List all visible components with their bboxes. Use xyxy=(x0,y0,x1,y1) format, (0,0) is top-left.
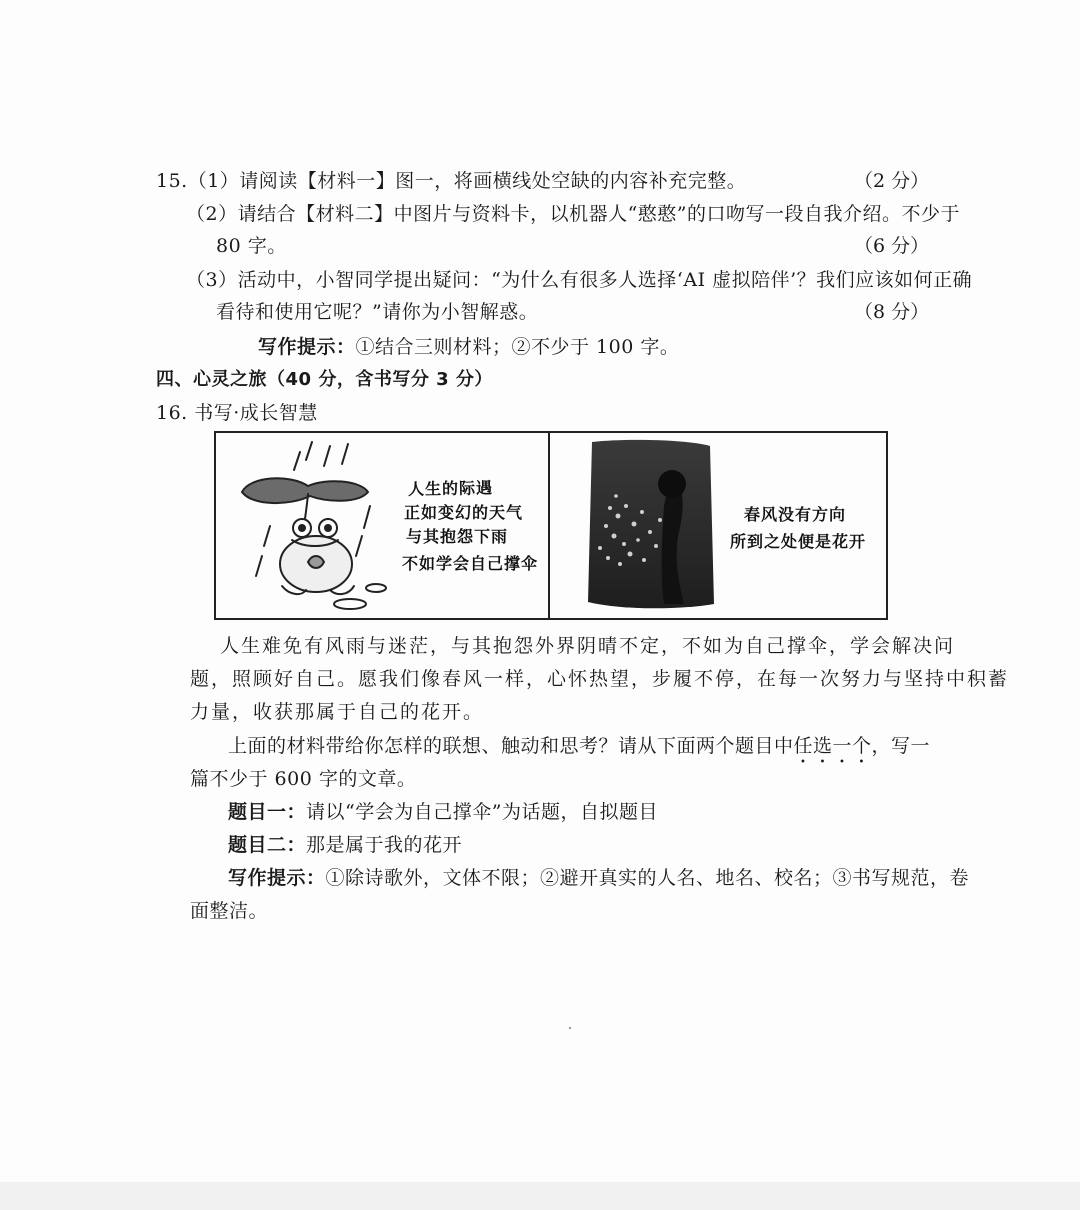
prompt-line2: 篇不少于 600 字的文章。 xyxy=(190,768,417,790)
rain-drop xyxy=(306,442,312,460)
topic-two-label: 题目二： xyxy=(228,834,307,856)
scan-bottom-edge xyxy=(0,1182,1080,1210)
topic-two xyxy=(228,832,462,858)
material-para-line2: 题，照顾好自己。愿我们像春风一样，心怀热望，步履不停，在每一次努力与坚持中积蓄 xyxy=(190,668,1010,690)
frog-umbrella-illustration xyxy=(230,436,400,616)
q15-writing-hint xyxy=(258,334,679,360)
q15-hint-text: ①结合三则材料；②不少于 100 字。 xyxy=(355,336,680,358)
q16-hint-text: ①除诗歌外，文体不限；②避开真实的人名、地名、校名；③书写规范，卷 xyxy=(325,867,970,889)
q15-part3-cont: 看待和使用它呢？”请你为小智解惑。 xyxy=(216,301,539,323)
q15-score2: （6 分） xyxy=(854,235,930,257)
material-para-line3: 力量，收获那属于自己的花开。 xyxy=(190,701,485,723)
q15-part2-cont: 80 字。 xyxy=(216,235,287,257)
left-panel-line3: 与其抱怨下雨 xyxy=(406,527,509,546)
prompt-text-a: 上面的材料带给你怎样的联想、触动和思考？请从下面两个题目中 xyxy=(228,735,794,757)
q16-writing-hint xyxy=(228,865,969,891)
illustration-divider xyxy=(548,431,550,620)
topic-one xyxy=(228,799,658,825)
q16-hint-label: 写作提示： xyxy=(228,867,326,889)
right-panel-line1: 春风没有方向 xyxy=(744,505,847,524)
topic-one-label: 题目一： xyxy=(228,801,307,823)
q15-part3: （3）活动中，小智同学提出疑问：“为什么有很多人选择‘AI 虚拟陪伴’？我们应该如何正确 xyxy=(186,269,973,291)
right-panel-line2: 所到之处便是花开 xyxy=(730,532,867,551)
q16-title: 16. 书写·成长智慧 xyxy=(156,402,318,424)
q15-score3: （8 分） xyxy=(854,301,930,323)
material-para-line1: 人生难免有风雨与迷茫，与其抱怨外界阴晴不定，不如为自己撑伞，学会解决问 xyxy=(220,635,956,657)
topic-two-text: 那是属于我的花开 xyxy=(306,834,463,856)
prompt-text-b: ，写一 xyxy=(871,735,931,757)
ink-wash-flowers-illustration xyxy=(560,436,720,616)
q15-part2: （2）请结合【材料二】中图片与资料卡，以机器人“憨憨”的口吻写一段自我介绍。不少于 xyxy=(186,203,961,225)
q16-writing-hint-cont: 面整洁。 xyxy=(190,900,269,922)
q15-part1: 15.（1）请阅读【材料一】图一，将画横线处空缺的内容补充完整。 xyxy=(156,170,747,192)
q15-hint-label: 写作提示： xyxy=(258,336,356,358)
section4-title: 四、心灵之旅（40 分，含书写分 3 分） xyxy=(156,369,493,390)
scan-speck xyxy=(569,1027,571,1029)
prompt-emphasis: 任选一个 xyxy=(793,735,872,757)
left-panel-line4: 不如学会自己撑伞 xyxy=(402,554,539,573)
topic-one-text: 请以“学会为自己撑伞”为话题，自拟题目 xyxy=(306,801,658,823)
left-panel-line1: 人生的际遇 xyxy=(407,478,494,499)
q15-score1: （2 分） xyxy=(854,170,930,192)
prompt-line1 xyxy=(228,733,930,768)
left-panel-line2: 正如变幻的天气 xyxy=(404,503,524,522)
